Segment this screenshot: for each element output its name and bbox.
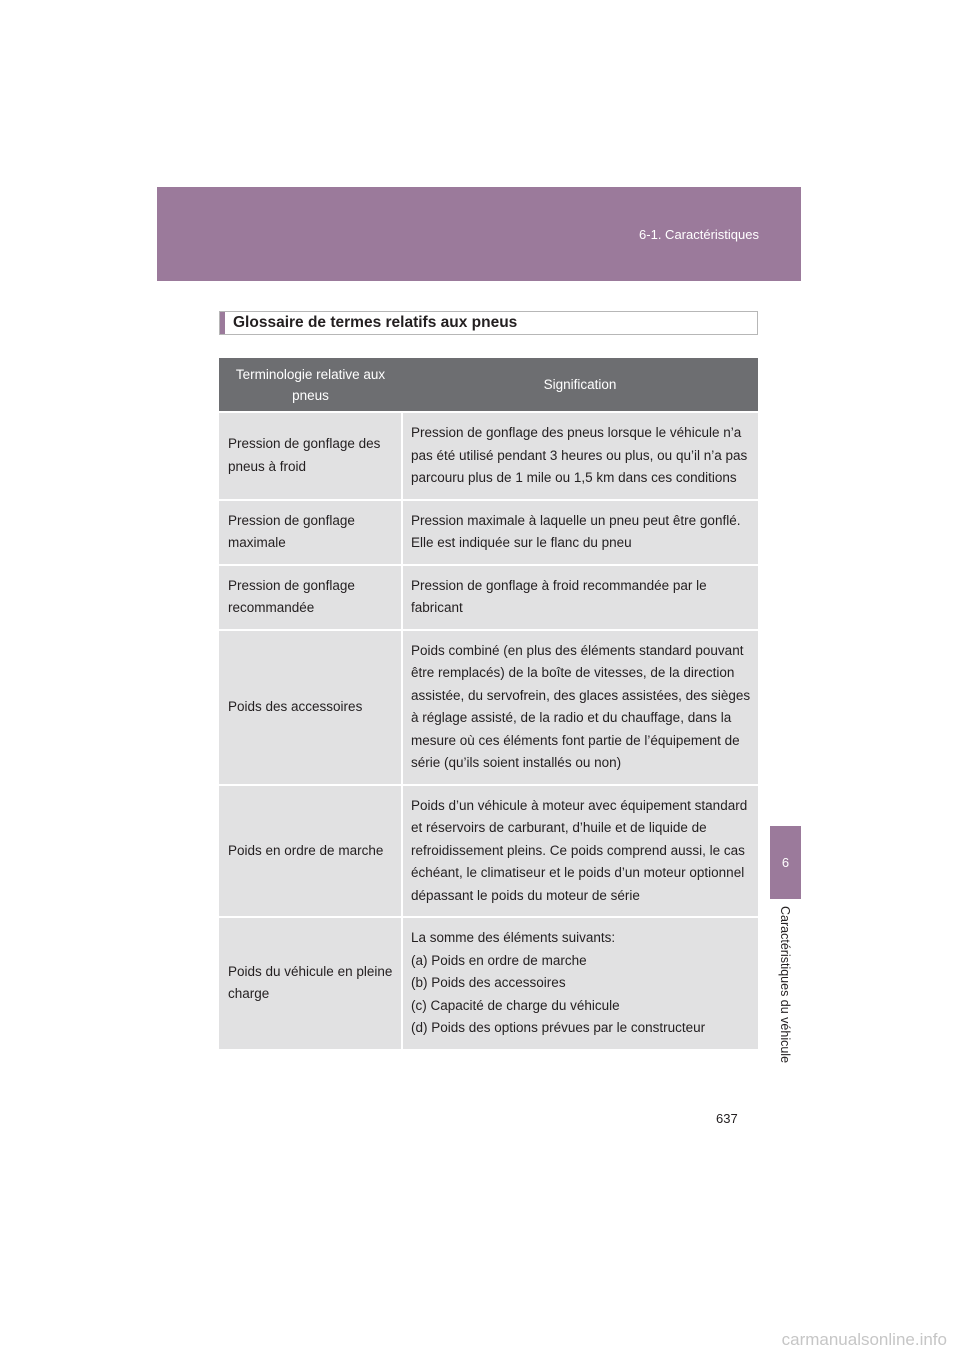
term-cell: Pression de gonflage maximale (219, 500, 402, 565)
meaning-line: (d) Poids des options prévues par le constructeur (411, 1020, 706, 1035)
meaning-cell: Poids combiné (en plus des éléments standard pouvant être remplacés) de la boîte de vitesses, de la direction assistée, du servofrein, des glaces assistées, des sièges à réglage assisté, de la radio et du chauffage, dans la mesure où ces éléments font partie de l’équipement de série (qu’ils soient installés ou non) (402, 630, 758, 785)
meaning-cell: Pression maximale à laquelle un pneu peut être gonflé. Elle est indiquée sur le flanc du pneu (402, 500, 758, 565)
meaning-line: La somme des éléments suivants: (411, 930, 616, 945)
table-row (219, 917, 758, 1049)
chapter-side-label (776, 906, 794, 1086)
meaning-line: (a) Poids en ordre de marche (411, 952, 587, 968)
term-cell: Pression de gonflage recommandée (219, 565, 402, 630)
page-number: 637 (716, 1111, 738, 1126)
chapter-number: 6 (781, 855, 790, 870)
column-header-meaning: Signification (402, 358, 758, 412)
chapter-label-text: Caractéristiques du véhicule (778, 906, 792, 1064)
table-row (219, 500, 758, 565)
table-header-row (219, 358, 758, 412)
watermark: carmanualsonline.info (781, 1330, 947, 1349)
meaning-line: (b) Poids des accessoires (411, 975, 566, 990)
meaning-cell: Pression de gonflage à froid recommandée par le fabricant (402, 565, 758, 630)
meaning-cell: Pression de gonflage des pneus lorsque le véhicule n’a pas été utilisé pendant 3 heures ou plus, ou qu’il n’a pas parcouru plus de 1 mile ou 1,5 km dans ces conditions (402, 412, 758, 500)
glossary-table (219, 358, 758, 1049)
section-header-title: 6-1. Caractéristiques (639, 227, 759, 242)
term-cell: Pression de gonflage des pneus à froid (219, 412, 402, 500)
column-header-term: Terminologie relative aux pneus (219, 358, 402, 412)
table-row (219, 785, 758, 918)
term-cell: Poids des accessoires (219, 630, 402, 785)
table-row (219, 630, 758, 785)
meaning-cell: Poids d’un véhicule à moteur avec équipement standard et réservoirs de carburant, d’huile et de liquide de refroidissement pleins. Ce poids comprend aussi, le cas échéant, le climatiseur et le poids d’un moteur optionnel dépassant le poids du moteur de série (402, 785, 758, 918)
meaning-line: (c) Capacité de charge du véhicule (411, 997, 620, 1013)
table-row (219, 565, 758, 630)
table-row (219, 412, 758, 500)
term-cell: Poids du véhicule en pleine charge (219, 917, 402, 1049)
section-heading (219, 311, 758, 335)
term-cell: Poids en ordre de marche (219, 785, 402, 918)
section-title: Glossaire de termes relatifs aux pneus (233, 314, 518, 331)
meaning-cell (402, 917, 758, 1049)
chapter-tab (770, 826, 801, 899)
header-band (157, 187, 801, 281)
heading-accent-bar (220, 312, 225, 334)
